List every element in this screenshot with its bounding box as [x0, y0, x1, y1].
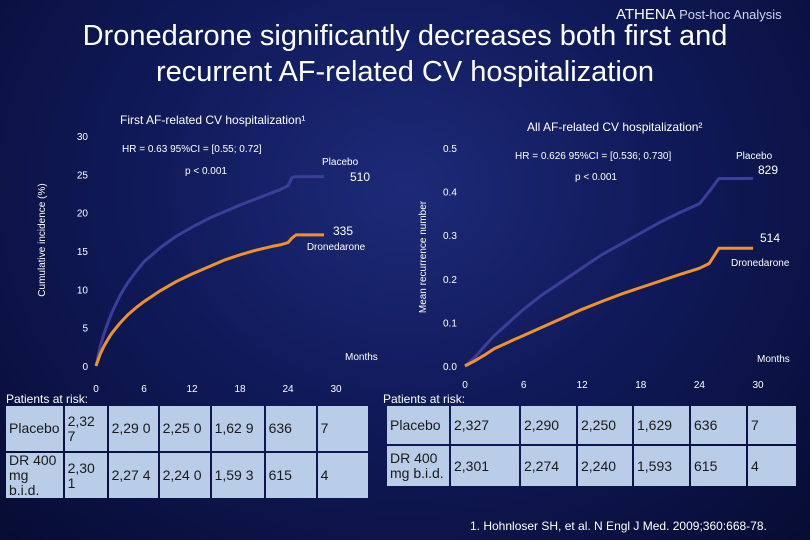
title-line-2: recurrent AF-related CV hospitalization: [155, 56, 655, 88]
left-x-tick-label: 18: [234, 384, 246, 395]
left-x-tick-label: 0: [93, 384, 99, 395]
table-cell: 615: [266, 453, 316, 498]
left-y-tick-label: 10: [76, 285, 88, 297]
row-label: DR 400 mg b.i.d.: [387, 446, 449, 486]
left-x-tick-label: 24: [282, 384, 294, 395]
left-patients-at-risk-label: Patients at risk:: [6, 392, 89, 406]
table-cell: 2,240: [578, 446, 632, 486]
table-cell: 7: [318, 406, 368, 451]
table-cell: 1,629: [634, 406, 689, 444]
right-chart-title: All AF-related CV hospitalization²: [527, 120, 703, 134]
table-cell: 2,250: [578, 406, 632, 444]
table-cell: 2,32 7: [65, 406, 107, 451]
left-series-end-label: 335: [332, 224, 354, 238]
right-series-line-dronedarone: [465, 248, 753, 366]
table-cell: 1,62 9: [212, 406, 264, 451]
row-label: DR 400 mg b.i.d.: [6, 453, 63, 498]
table-cell: 615: [691, 446, 746, 486]
left-chart-title: First AF-related CV hospitalization¹: [120, 113, 306, 127]
left-y-tick-label: 0: [82, 362, 88, 373]
table-row: [6, 406, 368, 451]
right-x-tick-label: 12: [576, 380, 588, 391]
right-patients-at-risk-label: Patients at risk:: [383, 392, 466, 406]
table-cell: 1,59 3: [212, 453, 264, 498]
right-x-tick-label: 6: [520, 380, 527, 391]
left-x-axis-label: Months: [345, 352, 378, 363]
right-p-annotation: p < 0.001: [575, 172, 617, 183]
right-y-tick-label: 0.0: [443, 362, 457, 373]
right-risk-table: [385, 404, 798, 488]
right-y-tick-label: 0.2: [443, 274, 457, 286]
table-cell: 2,24 0: [160, 453, 210, 498]
right-y-tick-label: 0.5: [443, 144, 457, 155]
right-series-end-label: 829: [757, 163, 779, 177]
table-row: [387, 446, 796, 486]
table-cell: 636: [266, 406, 316, 451]
table-cell: 2,301: [451, 446, 519, 486]
analysis-type: Post-hoc Analysis: [679, 7, 782, 22]
table-cell: 2,274: [521, 446, 576, 486]
left-y-axis-label: Cumulative incidence (%): [37, 183, 48, 297]
left-y-tick-label: 30: [76, 132, 88, 143]
table-cell: 2,27 4: [109, 453, 158, 498]
table-row: [387, 406, 796, 444]
left-x-tick-label: 12: [186, 384, 198, 395]
left-y-tick-label: 20: [76, 208, 88, 220]
reference-footnote: 1. Hohnloser SH, et al. N Engl J Med. 2009;360:668-78.: [470, 519, 767, 533]
study-name: ATHENA: [616, 6, 675, 23]
left-hr-annotation: HR = 0.63 95%CI = [0.55; 0.72]: [122, 144, 262, 155]
table-cell: 7: [748, 406, 796, 444]
right-x-tick-label: 30: [752, 380, 764, 391]
right-x-axis-label: Months: [757, 354, 790, 365]
left-y-tick-label: 15: [76, 247, 88, 258]
right-y-tick-label: 0.3: [443, 231, 457, 243]
title-line-1: Dronedarone significantly decreases both first and: [82, 20, 728, 52]
right-placebo-label: Placebo: [736, 151, 773, 162]
table-cell: 2,29 0: [109, 406, 158, 451]
left-y-tick-label: 25: [76, 170, 88, 182]
table-cell: 4: [748, 446, 796, 486]
table-row: [6, 453, 368, 498]
table-cell: 2,327: [451, 406, 519, 444]
table-cell: 2,25 0: [160, 406, 210, 451]
right-chart: [418, 120, 790, 391]
left-series-line-placebo: [96, 177, 324, 366]
right-x-tick-label: 18: [635, 380, 647, 391]
right-y-tick-label: 0.1: [443, 318, 457, 330]
left-x-tick-label: 6: [141, 384, 147, 395]
right-y-tick-label: 0.4: [443, 187, 457, 199]
right-dronedarone-label: Dronedarone: [731, 258, 790, 269]
left-series-line-dronedarone: [96, 235, 324, 366]
right-series-end-label: 514: [759, 231, 781, 245]
left-series-end-label: 510: [349, 170, 371, 184]
right-x-tick-label: 0: [462, 380, 468, 391]
table-cell: 4: [318, 453, 368, 498]
left-placebo-label: Placebo: [322, 157, 359, 168]
table-cell: 1,593: [634, 446, 689, 486]
left-chart: [37, 113, 378, 395]
table-cell: 2,290: [521, 406, 576, 444]
left-p-annotation: p < 0.001: [185, 166, 227, 177]
right-y-axis-label: Mean recurrence number: [418, 200, 429, 314]
right-series-line-placebo: [465, 179, 753, 367]
left-y-tick-label: 5: [82, 323, 88, 335]
table-cell: 636: [691, 406, 746, 444]
left-dronedarone-label: Dronedarone: [306, 242, 366, 253]
table-cell: 2,30 1: [65, 453, 107, 498]
left-risk-table: [4, 404, 370, 500]
row-label: Placebo: [6, 406, 63, 451]
right-x-tick-label: 24: [693, 380, 705, 391]
left-x-tick-label: 30: [330, 384, 342, 395]
right-hr-annotation: HR = 0.626 95%CI = [0.536; 0.730]: [515, 151, 672, 162]
row-label: Placebo: [387, 406, 449, 444]
